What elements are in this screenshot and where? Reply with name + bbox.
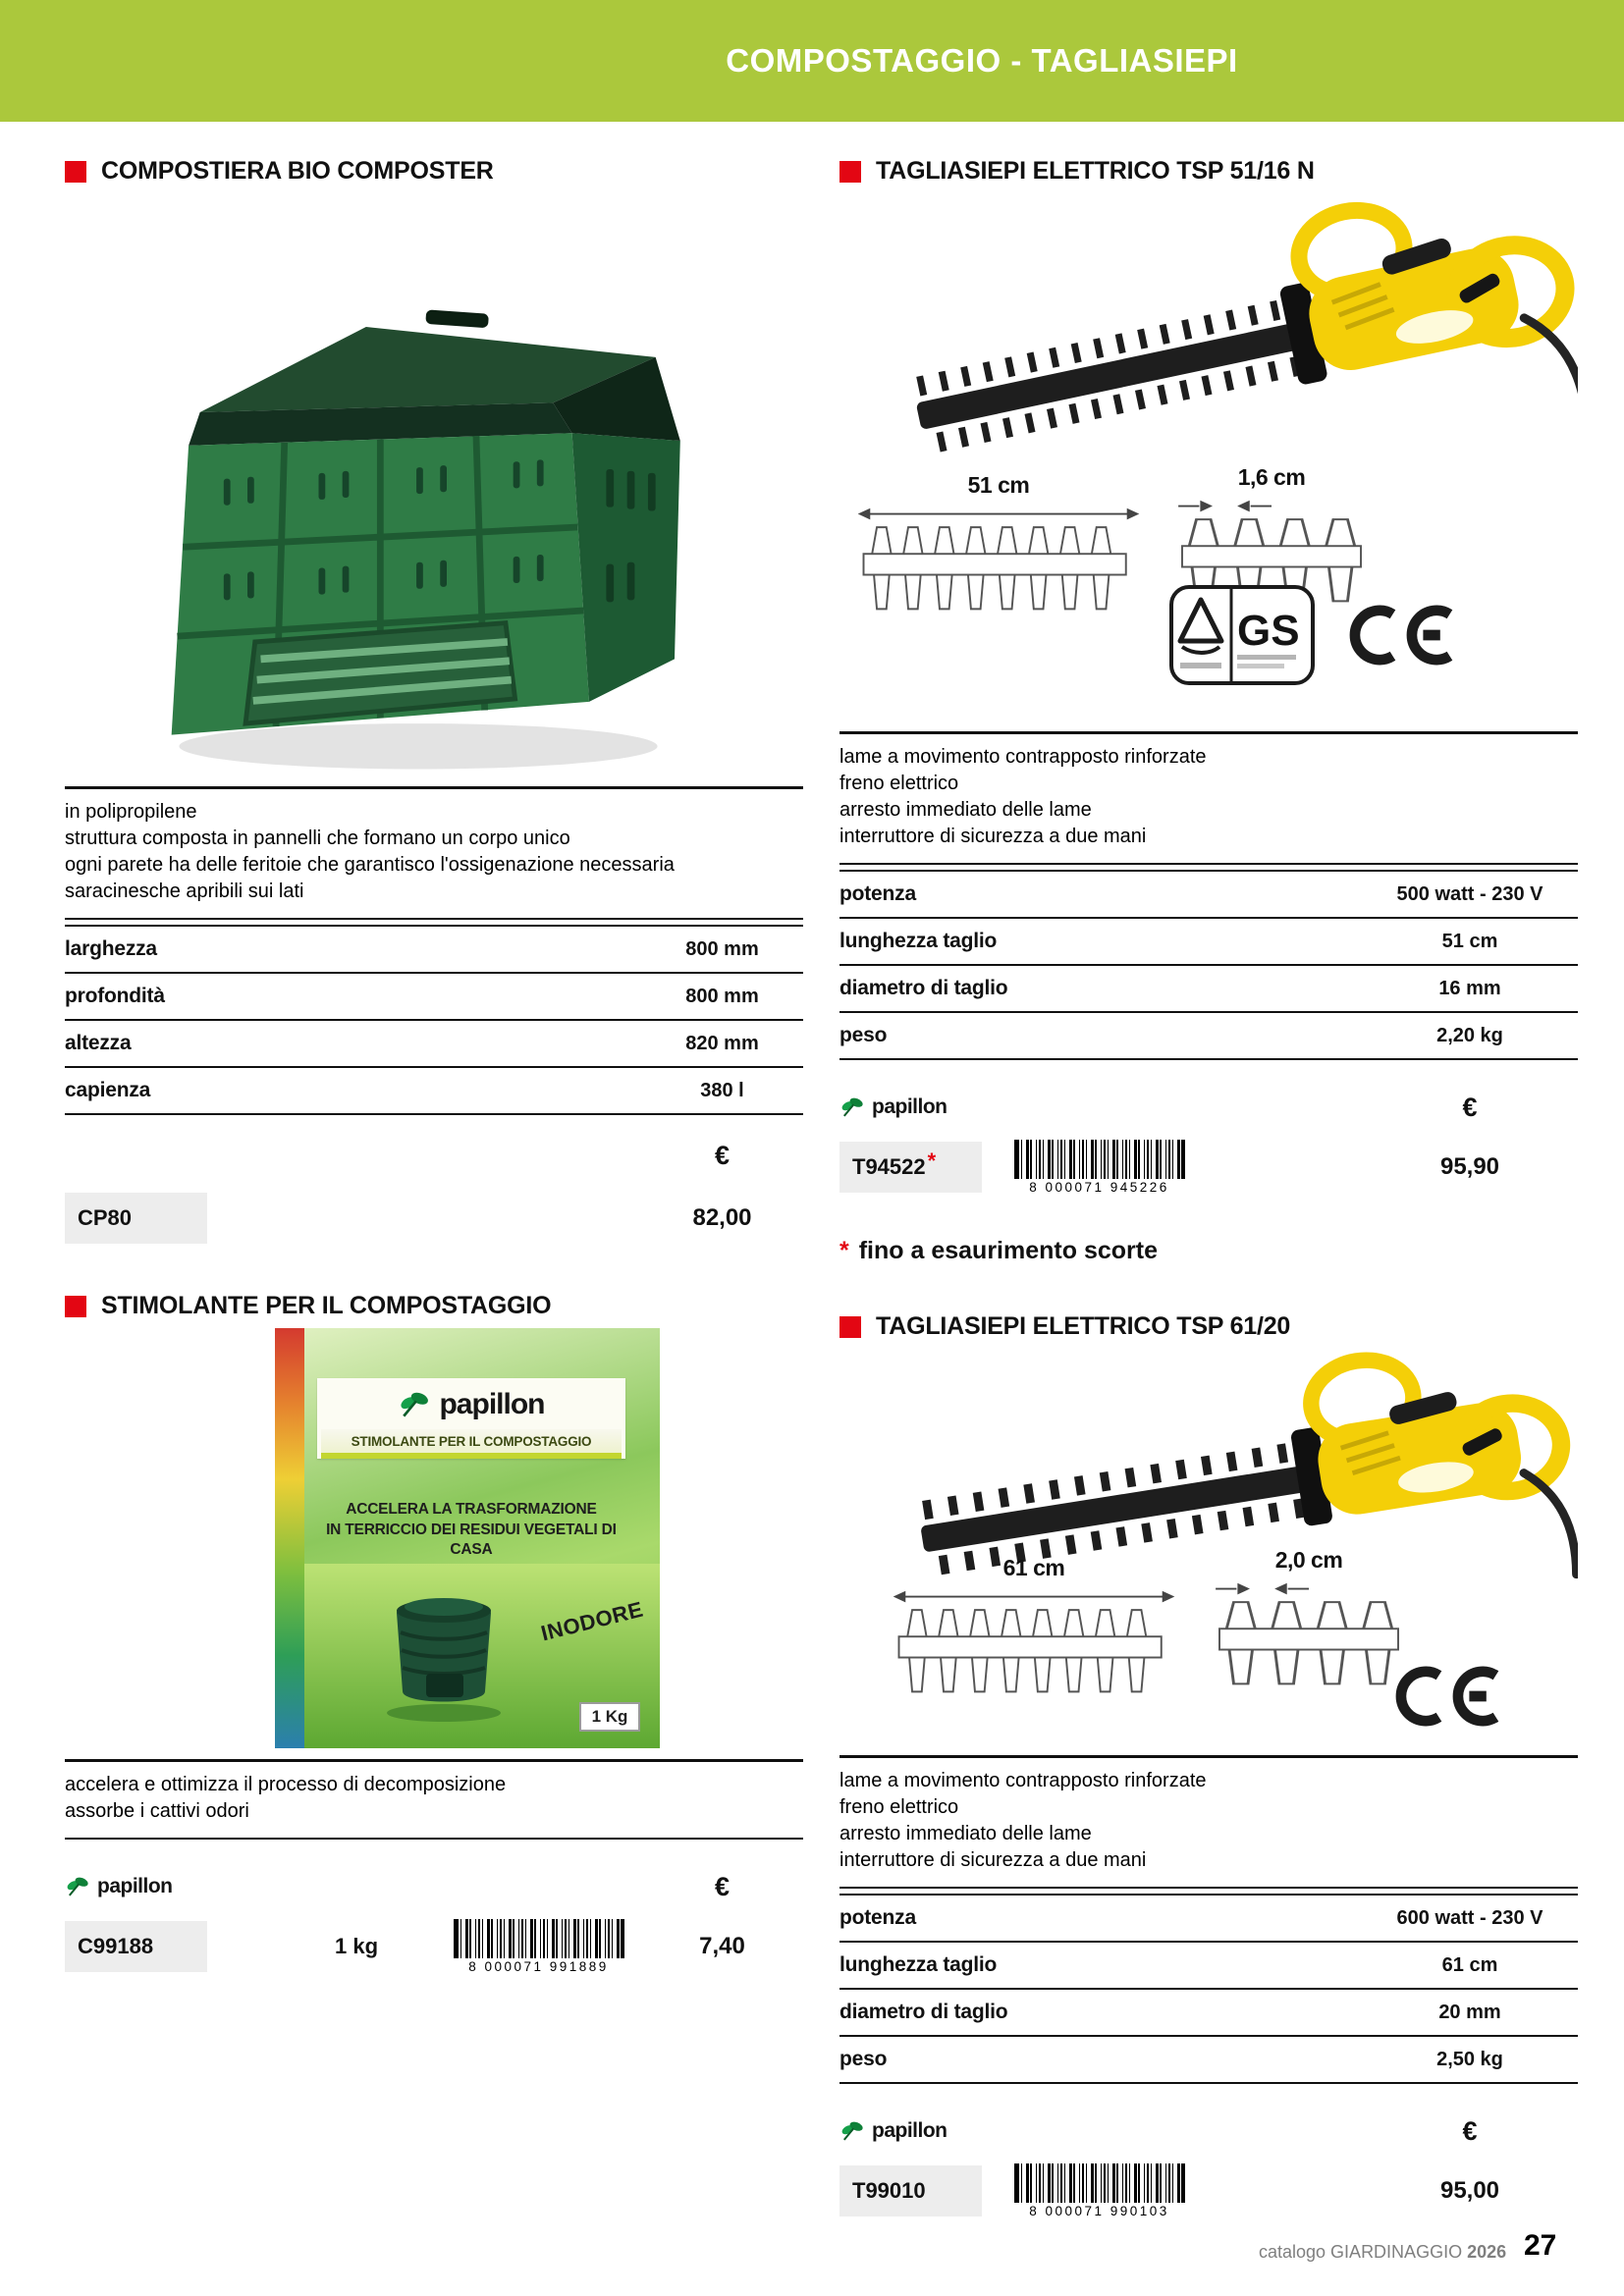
red-square-bullet-icon [839, 161, 861, 183]
compostiera-sku-row [65, 1192, 803, 1245]
tsp6120-specs-table [839, 1896, 1578, 2084]
tsp6120-figure [839, 1341, 1578, 1755]
compostiera-figure [65, 186, 803, 786]
tsp5116-description: lame a movimento contrapposto rinforzate freno elettrico arresto immediato delle lame interruttore di sicurezza a due mani [839, 731, 1578, 863]
brand-currency-row [839, 2109, 1578, 2153]
blade-length-label: 61 cm [1002, 1555, 1065, 1580]
barcode [1013, 1140, 1185, 1195]
papillon-logo: papillon [65, 1874, 173, 1899]
papillon-logo: papillon [839, 2118, 947, 2144]
product-price: 95,00 [1439, 2177, 1500, 2204]
barcode-number: 8 000071 945226 [1029, 1180, 1169, 1195]
papillon-logo: papillon [321, 1388, 622, 1421]
spec-row: profondità 800 mm [65, 974, 803, 1021]
product-title: TAGLIASIEPI ELETTRICO TSP 61/20 [876, 1312, 1291, 1340]
spec-row: diametro di taglio 20 mm [839, 1990, 1578, 2037]
papillon-logo: papillon [839, 1095, 947, 1120]
butterfly-icon [839, 1095, 865, 1120]
blade-length-diagram [887, 1555, 1181, 1708]
composter-image [134, 213, 703, 782]
spec-row: lunghezza taglio 51 cm [839, 919, 1578, 966]
catalog-year: 2026 [1467, 2242, 1507, 2262]
blade-diagram-icon [851, 501, 1146, 620]
red-square-bullet-icon [65, 161, 86, 183]
page-header [0, 0, 1624, 122]
brand-currency-row [65, 1865, 803, 1908]
spec-row: potenza 500 watt - 230 V [839, 872, 1578, 919]
brand-currency-row [839, 1086, 1578, 1129]
stimolante-description: accelera e ottimizza il processo di decomposizione assorbe i cattivi odori [65, 1759, 803, 1840]
currency-symbol: € [714, 1141, 731, 1170]
blade-length-diagram [851, 472, 1146, 625]
certification-marks [1168, 584, 1463, 686]
product-price: 82,00 [692, 1204, 752, 1231]
spec-row: peso 2,20 kg [839, 1013, 1578, 1060]
barcode-bars [1014, 2163, 1185, 2203]
butterfly-icon [398, 1389, 431, 1420]
section-title-tsp6120 [839, 1312, 1578, 1341]
product-price: 95,90 [1439, 1153, 1500, 1180]
mini-composter-icon [375, 1575, 513, 1723]
butterfly-icon [65, 1874, 90, 1899]
box-weight-badge: 1 Kg [579, 1702, 641, 1732]
barcode-bars [1014, 1140, 1185, 1179]
currency-symbol: € [1462, 1092, 1478, 1122]
spec-row: lunghezza taglio 61 cm [839, 1943, 1578, 1990]
tsp6120-description: lame a movimento contrapposto rinforzate freno elettrico arresto immediato delle lame interruttore di sicurezza a due mani [839, 1755, 1578, 1887]
compostiera-specs-table [65, 927, 803, 1115]
note-asterisk: * [839, 1237, 849, 1264]
right-column [839, 122, 1578, 2217]
red-square-bullet-icon [65, 1296, 86, 1317]
blade-gap-label: 2,0 cm [1274, 1547, 1343, 1573]
currency-row [65, 1141, 803, 1180]
availability-asterisk: * [927, 1148, 937, 1173]
section-title-tsp5116 [839, 157, 1578, 186]
tsp6120-sku-row [839, 2164, 1578, 2217]
certification-marks [1395, 1665, 1509, 1728]
blade-diagram-icon [1211, 1575, 1407, 1695]
box-subtitle: STIMOLANTE PER IL COMPOSTAGGIO [321, 1429, 622, 1459]
left-column [65, 122, 803, 1973]
box-label-panel [317, 1378, 625, 1459]
spec-row: peso 2,50 kg [839, 2037, 1578, 2084]
section-title-compostiera [65, 157, 803, 186]
box-claim-text: ACCELERA LA TRASFORMAZIONE IN TERRICCIO DEI RESIDUI VEGETALI DI CASA [326, 1501, 617, 1558]
divider [839, 863, 1578, 872]
stimolante-sku-row [65, 1920, 803, 1973]
barcode-number: 8 000071 990103 [1029, 2204, 1169, 2218]
spec-row: capienza 380 l [65, 1068, 803, 1115]
spec-row: altezza 820 mm [65, 1021, 803, 1068]
barcode [453, 1919, 624, 1974]
spec-row: diametro di taglio 16 mm [839, 966, 1578, 1013]
tsp5116-sku-row [839, 1141, 1578, 1194]
barcode-bars [454, 1919, 624, 1958]
product-code-box: T99010 [839, 2165, 982, 2216]
gs-mark-icon [1168, 584, 1316, 686]
product-title: TAGLIASIEPI ELETTRICO TSP 51/16 N [876, 157, 1315, 185]
page-number: 27 [1524, 2229, 1557, 2262]
compostiera-description: in polipropilene struttura composta in pannelli che formano un corpo unico ogni parete ha delle feritoie che garantisco l'ossigenazione necessaria saracinesche apribili sui lati [65, 786, 803, 918]
currency-symbol: € [1462, 2115, 1478, 2146]
divider [65, 918, 803, 927]
barcode-number: 8 000071 991889 [468, 1959, 609, 1974]
product-code-box: C99188 [65, 1921, 207, 1972]
tsp5116-figure [839, 186, 1578, 731]
spec-row: potenza 600 watt - 230 V [839, 1896, 1578, 1943]
blade-diagram-icon [887, 1583, 1181, 1703]
tsp5116-specs-table [839, 872, 1578, 1060]
blade-length-label: 51 cm [967, 472, 1030, 498]
product-code-box: CP80 [65, 1193, 207, 1244]
ce-mark-icon [1395, 1665, 1509, 1728]
product-title: STIMOLANTE PER IL COMPOSTAGGIO [101, 1292, 552, 1319]
product-price: 7,40 [699, 1933, 745, 1959]
product-title: COMPOSTIERA BIO COMPOSTER [101, 157, 494, 185]
catalog-footer: catalogo GIARDINAGGIO 2026 [1259, 2242, 1507, 2262]
product-size: 1 kg [334, 1934, 379, 1958]
currency-symbol: € [714, 1871, 731, 1901]
butterfly-icon [839, 2118, 865, 2144]
red-square-bullet-icon [839, 1316, 861, 1338]
spec-row: larghezza 800 mm [65, 927, 803, 974]
svg-text:GS: GS [1237, 607, 1300, 655]
ce-mark-icon [1349, 604, 1463, 667]
section-title-stimolante [65, 1292, 803, 1320]
divider [839, 1887, 1578, 1896]
stock-note: * fino a esaurimento scorte [839, 1237, 1158, 1264]
page-title: COMPOSTAGGIO - TAGLIASIEPI [726, 42, 1238, 79]
barcode [1013, 2163, 1185, 2218]
stimolante-figure [65, 1320, 803, 1759]
product-code-box: T94522* [839, 1142, 982, 1193]
blade-gap-label: 1,6 cm [1237, 464, 1306, 490]
blade-gap-diagram [1211, 1547, 1407, 1700]
box-rainbow-strip [275, 1328, 304, 1748]
box-inodore-text: INODORE [538, 1596, 646, 1646]
stimolante-box-image [275, 1328, 660, 1748]
